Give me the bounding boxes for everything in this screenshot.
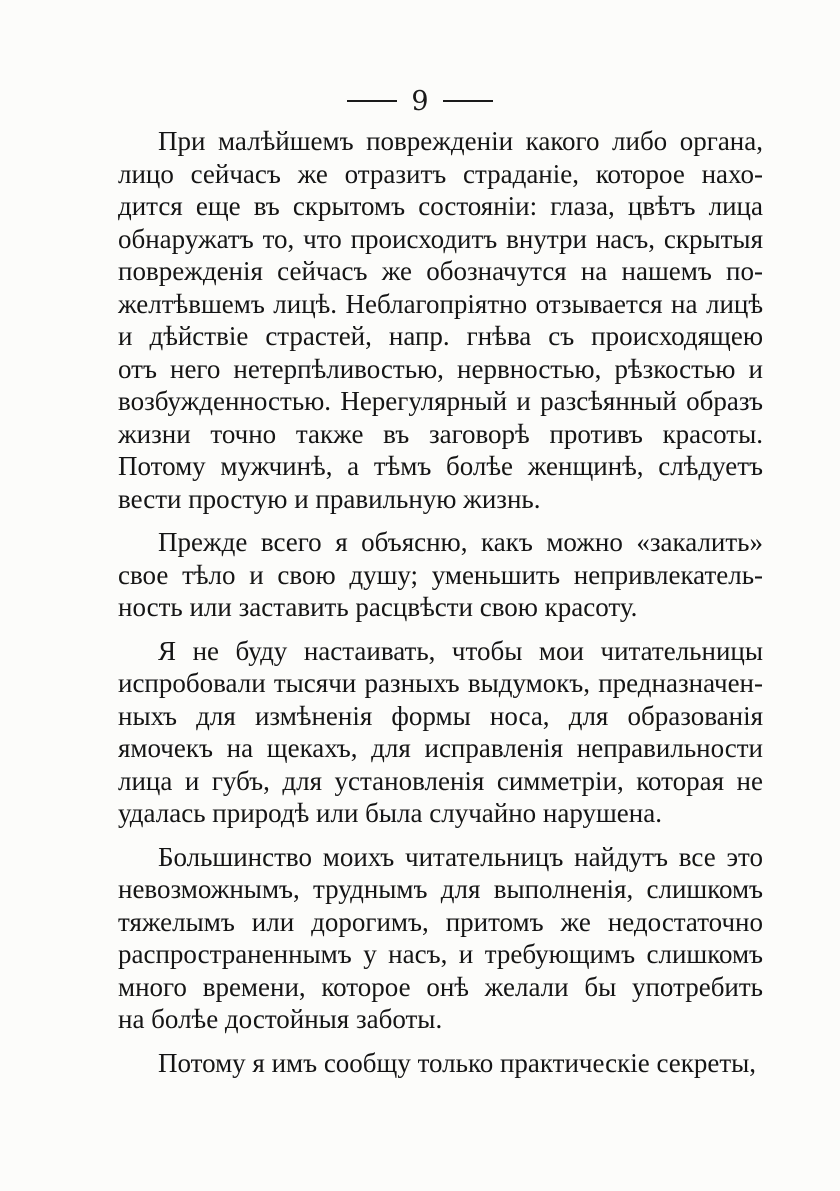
text-line: невозможнымъ, труднымъ для выполненія, слишкомъ	[118, 874, 763, 904]
text-line: Прежде всего я объясню, какъ можно «закалить»	[158, 527, 763, 557]
text-line: Потому я имъ сообщу только практическіе секреты,	[158, 1047, 757, 1078]
paragraph	[118, 841, 763, 1036]
text-line: желтѣвшемъ лицѣ. Неблагопріятно отзывается на лицѣ	[118, 288, 763, 319]
text-line: ность или заставить расцвѣсти свою красоту.	[118, 592, 638, 622]
right-dash-rule	[443, 100, 493, 102]
text-line: дится еще въ скрытомъ состояніи: глаза, цвѣтъ лица	[118, 191, 763, 221]
text-line: лицо сейчасъ же отразитъ страданіе, которое нахо-	[118, 158, 763, 189]
paragraph	[118, 1047, 763, 1080]
text-line: Большинство моихъ читательницъ найдутъ все это	[158, 841, 763, 872]
text-line: тяжелымъ или дорогимъ, притомъ же недостаточно	[118, 906, 763, 937]
body-text	[118, 125, 763, 1090]
text-line: и дѣйствіе страстей, напр. гнѣва съ происходящею	[118, 321, 763, 351]
text-line: отъ него нетерпѣливостью, нервностью, рѣзкостью и	[118, 353, 763, 384]
text-line: ныхъ для измѣненія формы носа, для образованія	[118, 700, 763, 731]
text-line: обнаружатъ то, что происходитъ внутри насъ, скрытыя	[118, 223, 763, 254]
text-line: много времени, которое онѣ желали бы употребить	[118, 971, 763, 1002]
left-dash-rule	[347, 100, 397, 102]
text-line: испробовали тысячи разныхъ выдумокъ, предназначен-	[118, 668, 763, 698]
page-number: 9	[411, 86, 429, 117]
text-line: При малѣйшемъ поврежденіи какого либо органа,	[158, 126, 763, 156]
paragraph	[118, 125, 763, 515]
text-line: Потому мужчинѣ, а тѣмъ болѣе женщинѣ, слѣдуетъ	[118, 451, 763, 481]
paragraph	[118, 526, 763, 624]
text-line: на болѣе достойныя заботы.	[118, 1004, 443, 1034]
text-line: жизни точно также въ заговорѣ противъ красоты.	[118, 418, 763, 449]
paragraph	[118, 635, 763, 830]
text-line: удалась природѣ или была случайно нарушена.	[118, 798, 662, 828]
text-line: распространеннымъ у насъ, и требующимъ слишкомъ	[118, 939, 763, 969]
text-line: ямочекъ на щекахъ, для исправленія неправильности	[118, 733, 763, 763]
page-number-header	[0, 86, 840, 117]
text-line: свое тѣло и свою душу; уменьшить непривлекатель-	[118, 559, 763, 590]
text-line: возбужденностью. Нерегулярный и разсѣянный образъ	[118, 386, 763, 416]
text-line: Я не буду настаивать, чтобы мои читательницы	[158, 635, 763, 666]
text-line: поврежденія сейчасъ же обозначутся на нашемъ по-	[118, 256, 763, 286]
text-line: вести простую и правильную жизнь.	[118, 483, 541, 514]
text-line: лица и губъ, для установленія симметріи, которая не	[118, 765, 763, 796]
